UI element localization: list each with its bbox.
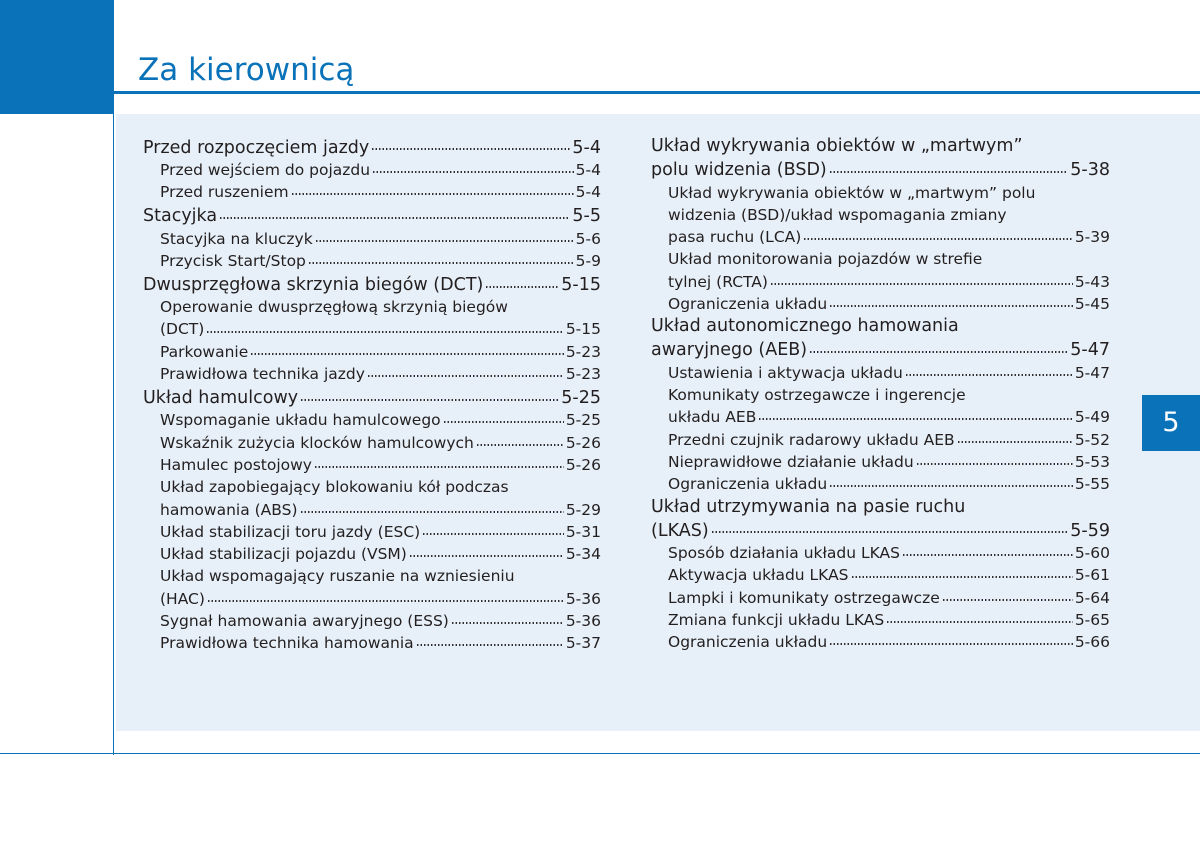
toc-page-number: 5-37 <box>565 634 601 653</box>
toc-entry-label: Układ monitorowania pojazdów w strefie <box>668 250 983 269</box>
toc-section-label: Przed rozpoczęciem jazdy <box>143 137 370 158</box>
toc-page-number: 5-49 <box>1074 408 1110 427</box>
toc-page-number: 5-53 <box>1074 452 1110 471</box>
dot-leader <box>372 160 574 176</box>
toc-page-number: 5-39 <box>1074 228 1110 247</box>
dot-leader <box>291 182 574 198</box>
toc-entry[interactable] <box>651 182 1110 204</box>
toc-page-number: 5-25 <box>565 411 601 430</box>
toc-entry-label: Aktywacja układu LKAS <box>668 566 849 585</box>
toc-entry-label: Hamulec postojowy <box>160 455 312 474</box>
dot-leader <box>476 432 564 448</box>
dot-leader <box>829 632 1073 648</box>
toc-entry[interactable] <box>651 451 1110 473</box>
toc-entry-label: Przed ruszeniem <box>160 183 289 202</box>
toc-entry[interactable] <box>651 429 1110 451</box>
toc-page-number: 5-36 <box>565 612 601 631</box>
dot-leader <box>219 204 570 222</box>
toc-entry-label: Stacyjka na kluczyk <box>160 229 313 248</box>
corner-color-block <box>0 0 114 114</box>
dot-leader <box>207 588 564 604</box>
toc-entry-label: Ograniczenia układu <box>668 475 828 494</box>
toc-page-number: 5-34 <box>565 545 601 564</box>
toc-entry-label: Wskaźnik zużycia klocków hamulcowych <box>160 433 474 452</box>
toc-entry-label: Nieprawidłowe działanie układu <box>668 452 914 471</box>
toc-page-number: 5-25 <box>561 387 601 408</box>
toc-entry[interactable] <box>651 384 1110 406</box>
toc-page-number: 5-9 <box>575 251 601 270</box>
toc-entry-label: Ograniczenia układu <box>668 294 828 313</box>
toc-entry-label: pasa ruchu (LCA) <box>668 228 802 247</box>
toc-page-number: 5-60 <box>1074 544 1110 563</box>
toc-page-number: 5-38 <box>1070 160 1110 180</box>
toc-section[interactable] <box>143 272 601 296</box>
dot-leader <box>829 474 1073 490</box>
dot-leader <box>416 633 564 649</box>
toc-column-right <box>651 135 1110 654</box>
toc-entry-label: Przycisk Start/Stop <box>160 251 306 270</box>
dot-leader <box>829 158 1069 176</box>
toc-entry[interactable] <box>143 228 601 250</box>
dot-leader <box>957 429 1073 445</box>
toc-entry[interactable] <box>651 362 1110 384</box>
toc-page-number: 5-26 <box>565 455 601 474</box>
toc-page-number: 5-64 <box>1074 588 1110 607</box>
toc-page-number: 5-5 <box>572 206 601 227</box>
toc-entry[interactable] <box>143 341 601 363</box>
toc-section[interactable] <box>651 518 1110 542</box>
toc-page-number: 5-45 <box>1074 294 1110 313</box>
toc-entry[interactable] <box>651 248 1110 270</box>
toc-section-label: Dwusprzęgłowa skrzynia biegów (DCT) <box>143 274 484 295</box>
toc-section[interactable] <box>651 338 1110 362</box>
toc-entry-label: Układ wykrywania obiektów w „martwym” polu <box>668 183 1036 202</box>
toc-page-number: 5-59 <box>1070 520 1110 541</box>
toc-entry-label: układu AEB <box>668 408 757 427</box>
toc-entry-label: hamowania (ABS) <box>160 500 298 519</box>
toc-entry[interactable] <box>143 296 601 318</box>
toc-entry-label: Układ zapobiegający blokowaniu kół podczas <box>160 478 509 497</box>
dot-leader <box>770 271 1073 287</box>
dot-leader <box>300 499 564 515</box>
left-margin-line <box>113 114 114 755</box>
toc-entry-label: Ograniczenia układu <box>668 633 828 652</box>
toc-entry[interactable] <box>143 250 601 272</box>
toc-section-label: Stacyjka <box>143 206 218 227</box>
toc-page-number: 5-43 <box>1074 272 1110 291</box>
toc-entry[interactable] <box>143 476 601 498</box>
toc-entry[interactable] <box>143 565 601 587</box>
toc-page-number: 5-4 <box>575 183 601 202</box>
dot-leader <box>905 362 1073 378</box>
toc-section-label: awaryjnego (AEB) <box>651 340 808 361</box>
toc-entry-label: Prawidłowa technika jazdy <box>160 365 365 384</box>
dot-leader <box>308 250 574 266</box>
toc-page-number: 5-55 <box>1074 475 1110 494</box>
toc-entry-label: Lampki i komunikaty ostrzegawcze <box>668 588 940 607</box>
toc-entry[interactable] <box>143 543 601 565</box>
dot-leader <box>314 454 564 470</box>
toc-page-number: 5-15 <box>565 320 601 339</box>
dot-leader <box>451 611 564 627</box>
toc-section-label: Układ autonomicznego hamowania <box>651 316 959 337</box>
dot-leader <box>886 609 1073 625</box>
toc-section[interactable] <box>651 496 1110 519</box>
dot-leader <box>851 565 1073 581</box>
dot-leader <box>902 543 1073 559</box>
toc-entry[interactable] <box>651 473 1110 495</box>
dot-leader <box>371 135 570 153</box>
toc-entry[interactable] <box>651 631 1110 653</box>
toc-page-number: 5-47 <box>1074 363 1110 382</box>
toc-section[interactable] <box>651 158 1110 182</box>
toc-page-number: 5-26 <box>565 433 601 452</box>
toc-page-number: 5-4 <box>575 161 601 179</box>
dot-leader <box>916 451 1073 467</box>
toc-entry[interactable] <box>651 226 1110 248</box>
toc-entry[interactable] <box>143 632 601 654</box>
toc-page-number: 5-29 <box>565 500 601 519</box>
dot-leader <box>409 544 564 560</box>
page-title: Za kierownicą <box>138 52 355 88</box>
toc-entry[interactable] <box>143 610 601 632</box>
bottom-rule <box>0 753 1200 754</box>
toc-entry[interactable] <box>143 588 601 610</box>
toc-entry-label: Układ stabilizacji pojazdu (VSM) <box>160 545 407 564</box>
dot-leader <box>809 338 1068 356</box>
chapter-tab[interactable]: 5 <box>1142 395 1200 451</box>
toc-page-number: 5-23 <box>565 342 601 361</box>
toc-entry-label: Ustawienia i aktywacja układu <box>668 363 903 382</box>
toc-column-left <box>143 135 601 655</box>
toc-entry[interactable] <box>143 363 601 385</box>
toc-section[interactable] <box>143 204 601 228</box>
dot-leader <box>758 407 1072 423</box>
toc-entry[interactable] <box>143 432 601 454</box>
toc-page-number: 5-61 <box>1074 566 1110 585</box>
toc-section-label: Układ utrzymywania na pasie ruchu <box>651 496 966 517</box>
toc-entry-label: Sposób działania układu LKAS <box>668 544 900 563</box>
dot-leader <box>367 364 564 380</box>
toc-page-number: 5-6 <box>575 229 601 248</box>
toc-entry[interactable] <box>651 564 1110 586</box>
toc-section-label: Układ wykrywania obiektów w „martwym” <box>651 136 1023 156</box>
toc-section[interactable] <box>651 315 1110 338</box>
toc-entry-label: Układ stabilizacji toru jazdy (ESC) <box>160 522 421 541</box>
dot-leader <box>315 228 574 244</box>
dot-leader <box>422 521 564 537</box>
toc-section[interactable] <box>143 135 601 159</box>
dot-leader <box>443 410 564 426</box>
toc-entry-label: (HAC) <box>160 589 205 608</box>
toc-entry[interactable] <box>143 454 601 476</box>
toc-entry[interactable] <box>143 318 601 340</box>
toc-entry[interactable] <box>143 521 601 543</box>
dot-leader <box>711 518 1069 536</box>
toc-entry-label: Zmiana funkcji układu LKAS <box>668 610 885 629</box>
toc-entry-label: (DCT) <box>160 320 205 339</box>
toc-section[interactable] <box>143 385 601 409</box>
dot-leader <box>250 341 564 357</box>
toc-entry[interactable] <box>651 271 1110 293</box>
toc-page-number: 5-47 <box>1070 340 1110 361</box>
dot-leader <box>300 385 559 403</box>
toc-entry-label: Przedni czujnik radarowy układu AEB <box>668 430 955 449</box>
toc-page-number: 5-4 <box>572 137 601 158</box>
toc-section-label: (LKAS) <box>651 520 709 541</box>
toc-section-label: Układ hamulcowy <box>143 387 299 408</box>
toc-entry[interactable] <box>143 499 601 521</box>
toc-section-label: polu widzenia (BSD) <box>651 160 827 180</box>
toc-entry-label: widzenia (BSD)/układ wspomagania zmiany <box>668 205 1007 224</box>
toc-page-number: 5-23 <box>565 365 601 384</box>
toc-entry[interactable] <box>143 409 601 431</box>
toc-page-number: 5-52 <box>1074 430 1110 449</box>
toc-entry[interactable] <box>651 542 1110 564</box>
title-underline <box>114 91 1200 94</box>
dot-leader <box>485 272 559 290</box>
toc-entry-label: Przed wejściem do pojazdu <box>160 161 371 179</box>
toc-entry[interactable] <box>651 406 1110 428</box>
toc-page-number: 5-15 <box>561 274 601 295</box>
toc-entry-label: Komunikaty ostrzegawcze i ingerencje <box>668 386 966 405</box>
toc-entry-label: Układ wspomagający ruszanie na wzniesieniu <box>160 567 515 586</box>
dot-leader <box>803 227 1073 243</box>
toc-page-number: 5-31 <box>565 522 601 541</box>
toc-entry[interactable] <box>143 159 601 181</box>
toc-entry-label: Operowanie dwusprzęgłową skrzynią biegów <box>160 298 508 317</box>
toc-entry[interactable] <box>651 293 1110 315</box>
toc-entry-label: tylnej (RCTA) <box>668 272 768 291</box>
dot-leader <box>942 587 1073 603</box>
toc-entry[interactable] <box>651 587 1110 609</box>
toc-entry-label: Prawidłowa technika hamowania <box>160 634 414 653</box>
toc-section[interactable] <box>651 135 1110 158</box>
toc-entry[interactable] <box>143 181 601 203</box>
toc-entry[interactable] <box>651 609 1110 631</box>
dot-leader <box>829 293 1073 309</box>
toc-page-number: 5-36 <box>565 589 601 608</box>
toc-entry-label: Sygnał hamowania awaryjnego (ESS) <box>160 612 449 631</box>
toc-page-number: 5-65 <box>1074 610 1110 629</box>
toc-entry-label: Parkowanie <box>160 342 249 361</box>
toc-entry-label: Wspomaganie układu hamulcowego <box>160 411 441 430</box>
toc-entry[interactable] <box>651 204 1110 226</box>
dot-leader <box>206 319 563 335</box>
toc-page-number: 5-66 <box>1074 633 1110 652</box>
